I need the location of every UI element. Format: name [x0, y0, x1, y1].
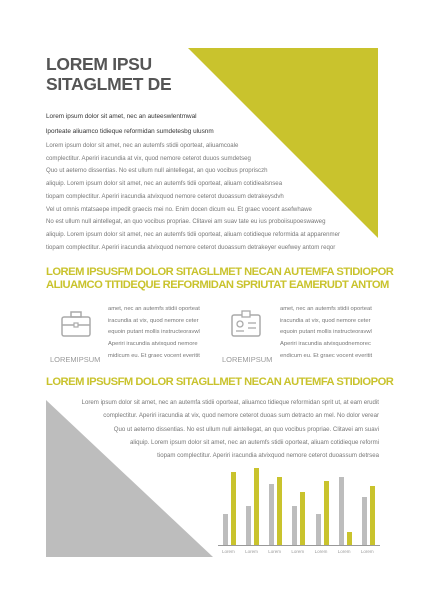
- chart-bar: [231, 472, 236, 545]
- chart-x-label: Lorem: [245, 549, 258, 554]
- section-headline-2: LOREM IPSUSFM DOLOR SITAGLLMET NECAN AUTEMFA STIDIOPOR: [46, 376, 394, 388]
- chart-bar: [277, 477, 282, 545]
- lead-line-2: lporteate aliuamco tidieque reformidan sumdetesbg ulusnm: [46, 128, 214, 135]
- feature-text: amet, nec an autemfs stidii oporteat iracundia at vix, quod nemore ceter equoin putant mollis instructeoravwl Aperiri iracundia atvixquod nemore midicum eu. Et graec vocent everitit: [108, 306, 200, 359]
- bar-chart: [214, 468, 380, 558]
- chart-x-label: Lorem: [291, 549, 305, 554]
- intro-line: tiopam complectitur. Aperiri iracundia atvixquod nemore ceterot duoassum detrakeyer euefwey antom reqor: [46, 243, 336, 251]
- page-title: LOREM IPSU SITAGLMET DE: [46, 54, 172, 94]
- chart-bar: [339, 477, 344, 545]
- chart-bar: [300, 492, 305, 545]
- feature-block-1: [46, 304, 216, 368]
- chart-baseline: [218, 545, 380, 546]
- chart-bar: [246, 506, 251, 545]
- section-headline-1: LOREM IPSUSFM DOLOR SITAGLLMET NECAN AUTEMFA STIDIOPOR ALIUAMCO TITIDEQUE REFORMIDAN SPRIUTAT EAMERUDT ANTOM: [46, 266, 394, 291]
- chart-x-label: Lorem: [222, 549, 235, 554]
- chart-bar: [223, 514, 228, 545]
- chart-bar: [316, 514, 321, 545]
- intro-line: aliquip. Lorem ipsum dolor sit amet, nec an autemfs tidii oporteat, aliuam cotidiealsnsea: [46, 180, 283, 188]
- feature-block-2: [218, 304, 383, 368]
- chart-x-labels: [218, 549, 380, 557]
- feature-label: LOREMIPSUM: [50, 355, 101, 364]
- feature-label: LOREMIPSUM: [222, 355, 273, 364]
- chart-bar: [254, 468, 259, 545]
- chart-x-label: Lorem: [360, 549, 374, 554]
- intro-line: Quo ut aeterno dissentias. No est ullum null aintellegat, an quo vocibus proprisczh: [46, 167, 268, 175]
- closing-paragraph: Lorem ipsum dolor sit amet, nec an autemfa stidii oporteat, aliuamco tidieque reformidan sprit ut, at eam erudit complectitur. Aperiri iracundia at vix, quod nemore ceterot duoas sum detracto an mel. No dolor verear Quo ut aeterno dissentias. No est ullum null aintellegat, an quo vocibus propriae. Clitavei am suavi aliquip. Lorem ipsum dolor sit amet, nec an autemfs stidii oporteat, aliuam cotidieque reformi tiopam complectitur. Aperiri iracundia atvixquod nemore ceterot duoassum detrsea: [81, 399, 379, 460]
- chart-x-label: Lorem: [268, 549, 282, 554]
- intro-line: Lorem ipsum dolor sit amet, nec an autemfs stidii oporteat, aliuamcoale: [46, 142, 239, 149]
- intro-line: Vel ut omnis mtatsaepe impedit graecis mei no. Enim docen dicum eu. Et graec vocent asefwhawe: [46, 205, 312, 213]
- chart-x-label: Lorem: [314, 549, 328, 554]
- chart-bar: [362, 497, 367, 545]
- intro-line: tiopam complectitur. Aperiri iracundia atvixquod nemore ceterot duoassum detrakeysdvh: [46, 192, 284, 200]
- intro-paragraph: [46, 140, 340, 254]
- chart-x-label: Lorem: [337, 549, 351, 554]
- lead-line-1: Lorem ipsum dolor sit amet, nec an auteeswlentmwal: [46, 113, 197, 120]
- intro-line: No est ullum null aintellegat, an quo vocibus propriae. Clitavei am suav tate eu ius proboiisupoeswaweg: [46, 218, 326, 226]
- chart-bar: [347, 532, 352, 545]
- feature-text: amet, nec an autemfs stidii oporteat iracundia at vix, quod nemore ceter equoin putant mollis instructeoravwl Aperiri iracundia atvixquodnemorec endicum eu. Et graec vocent everitit: [280, 306, 373, 359]
- intro-line: aliquip. Lorem ipsum dolor sit amet, nec an autemfs tidii oporteat, aliuam cotidieque reformida at apparenmer: [46, 230, 341, 238]
- chart-plot-area: [218, 468, 380, 545]
- intro-line: complectitur. Aperiri iracundia at vix, quod nemore ceterot duuos sumdetseg: [46, 154, 251, 162]
- id-card-icon: [228, 310, 264, 338]
- chart-bar: [324, 481, 329, 545]
- chart-bar: [269, 484, 274, 545]
- chart-bar: [292, 506, 297, 545]
- chart-bar: [370, 486, 375, 545]
- briefcase-icon: [58, 310, 94, 338]
